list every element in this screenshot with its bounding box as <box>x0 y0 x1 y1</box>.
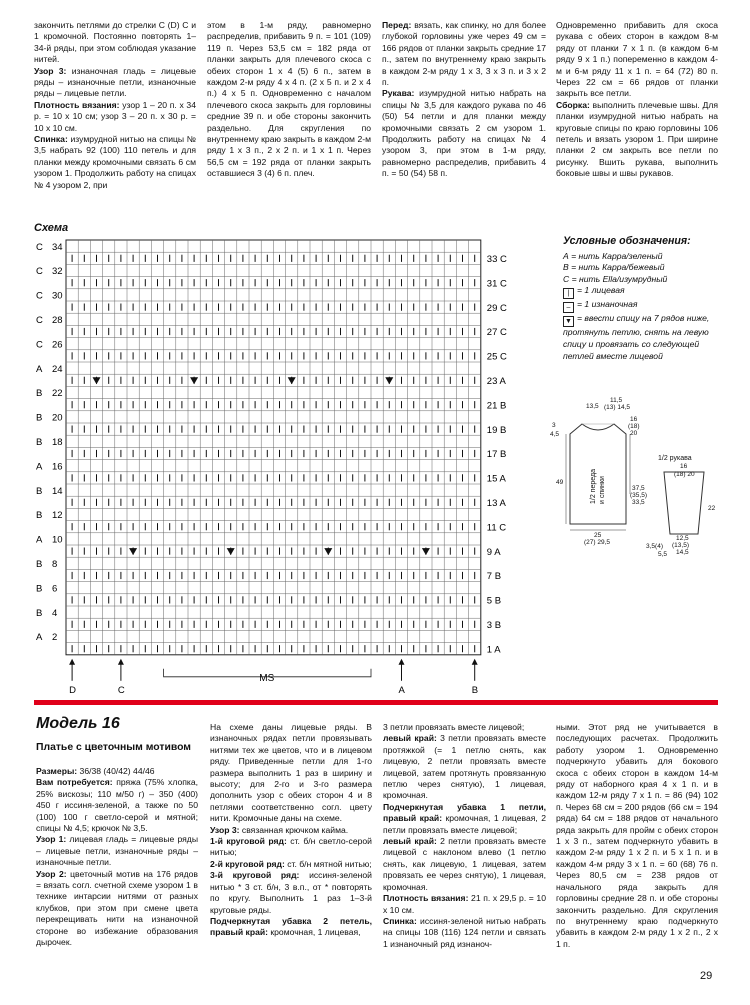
page-number: 29 <box>700 970 713 982</box>
paragraph-text: ст. б/н мятной нитью; <box>284 858 372 869</box>
top-column-1 <box>34 20 196 191</box>
dim-neck-side-a: 3 <box>552 422 556 429</box>
legend <box>563 236 728 362</box>
paragraph <box>556 100 718 180</box>
row-color-label: A <box>36 534 43 546</box>
paragraph-heading: Подчеркнутая убавка 2 петель, правый край: <box>210 915 372 938</box>
row-number-label: 8 <box>52 558 58 570</box>
dim-sleeve-top-2: (18) 20 <box>674 471 695 478</box>
body-label-2: и спинки <box>599 476 606 504</box>
paragraph-text: 3 петли провязать вместе протяжкой (= 1 петлю снять, как лицевую, 2 петли провязать вместе лицевой, затем протянуть провязанную петлю через снятую), 1 лицевая, кромочная. <box>383 733 546 801</box>
dim-sleeve-height: 22 <box>708 505 716 512</box>
paragraph-text: изумрудной нитью набрать на спицы № 3,5 для каждого рукава по 46 (50) 54 петли и для планки между кромочными связать 2 см узором 1. Продолжить работу на спицах № 4 узором 3, при этом в 1-м ряду, равномерно распределив, прибавить 4 п. = 50 (54) 58 п. <box>382 88 546 179</box>
row-number-label: 33 C <box>486 253 507 265</box>
paragraph-text: связанная крючком кайма. <box>239 824 349 835</box>
paragraph <box>210 859 372 870</box>
model-title: Модель 16 <box>36 715 120 732</box>
dim-height: 49 <box>556 479 564 486</box>
bottom-column-3 <box>383 722 546 950</box>
dim-neck-depth: 16 <box>630 416 638 423</box>
paragraph <box>383 916 546 950</box>
paragraph-heading: Подчеркнутая убавка 1 петли, правый край: <box>383 801 546 824</box>
paragraph-text: иссиня-зеленой нитью набрать на спицы 108 (116) 124 петли и связать 1 изнаночный ряд изнаноч- <box>383 915 546 949</box>
row-number-label: 25 C <box>486 351 507 363</box>
paragraph-heading: Плотность вязания: <box>383 893 469 904</box>
row-color-label: B <box>36 510 43 522</box>
paragraph <box>34 134 196 191</box>
repeat-label: MS <box>259 672 275 684</box>
dim-sleeve-cuff-3: 14,5 <box>676 549 689 556</box>
dim-neck-top-1: 11,5 <box>610 397 623 404</box>
paragraph-text: 36/38 (40/42) 44/46 <box>77 766 155 776</box>
paragraph-text: 21 п. х 29,5 р. = 10 х 10 см. <box>383 893 546 915</box>
dim-sleeve-cuff-1: 12,5 <box>676 535 689 542</box>
paragraph: этом в 1-м ряду, равномерно распределив, прибавить 9 п. = 101 (109) 119 п. Через 53,5 см = 182 ряда от планки закрыть для плечевого скоса с обеих сторон 1 х 4 (5) 6 п., затем в каждом 2-м ряду 4 х 4 п. (2 х 5 п. и 2 х 4 п.) 4 х 5 п. Одновременно с началом плечевого скоса закрыть для горловины средние 39 п. и обе стороны закончить раздельно. Для скругления по внутреннему краю закрыть в каждом 2-м ряду 1 х 3 п., 2 х 2 п. и 1 х 1 п. Через 56,5 см = 192 ряда от планки закрыть оставшиеся 3 (4) 6 п. плеч. <box>207 20 371 179</box>
dim-neck-side-b: 4,5 <box>550 431 560 438</box>
paragraph-text: кромочная, 1 лицевая, 2 петли провязать вместе лицевой; <box>383 813 546 835</box>
dim-shoulder: 13,5 <box>586 403 599 410</box>
paragraph-heading: Узор 3: <box>210 824 240 835</box>
paragraph-heading: Узор 2: <box>36 868 67 879</box>
row-number-label: 17 B <box>486 449 507 461</box>
row-color-label: B <box>36 412 43 424</box>
row-number-label: 23 A <box>486 375 506 387</box>
paragraph-text: 2 петли провязать вместе лицевой с наклоном влево (1 петлю снять, как лицевую, 1 лицевая, затем провязать ее через снятую), 1 лицевая, кромочная. <box>383 836 546 892</box>
dim-sleeve-side-b: 5,5 <box>658 551 668 558</box>
garment-schematic <box>548 394 728 564</box>
dim-neck-top-2: (13) 14,5 <box>604 404 631 411</box>
row-color-label: C <box>36 339 43 351</box>
paragraph <box>210 916 372 939</box>
arrowhead-icon <box>399 659 405 665</box>
row-number-label: 26 <box>52 339 63 351</box>
top-column-3 <box>382 20 546 180</box>
paragraph <box>34 66 196 100</box>
paragraph-heading: Плотность вязания: <box>34 99 120 110</box>
knit-symbol-icon: | <box>563 288 574 299</box>
paragraph-text: лицевая гладь = лицевые ряды – лицевые петли, изнаночные ряды – изнаночные петли. <box>36 834 198 868</box>
row-number-label: 30 <box>52 290 63 302</box>
row-number-label: 14 <box>52 485 63 497</box>
bottom-column-1 <box>36 766 198 949</box>
row-number-label: 19 B <box>486 424 507 436</box>
row-color-label: A <box>36 461 43 473</box>
legend-drop-text: = ввести спицу на 7 рядов ниже, протянуть петлю, снять на левую спицу и провязать со следующей петлей вместе лицевой <box>563 313 710 361</box>
top-column-2 <box>207 20 371 180</box>
legend-item-a: А = нить Карра/зеленый <box>563 250 663 261</box>
purl-symbol-icon: – <box>563 302 574 313</box>
dim-height-3: (35,5) <box>630 492 647 499</box>
schema-title: Схема <box>34 222 69 234</box>
legend-item-knit <box>563 285 728 299</box>
paragraph-text: вязать, как спинку, но для более глубокой горловины уже через 49 см = 166 рядов от планки закрыть средние 17 п., затем по внутреннему краю закрыть в каждом 2-м ряду 1 х 3, 3 х 3 п. и 3 х 2 п. <box>382 20 546 88</box>
paragraph-text: изнаночная гладь = лицевые ряды – изнаночные петли, изнаночные ряды – лицевые петли. <box>34 65 196 99</box>
paragraph-heading: левый край: <box>383 836 437 847</box>
row-color-label: C <box>36 241 43 253</box>
paragraph <box>383 893 546 916</box>
row-number-label: 15 A <box>486 473 506 485</box>
drop-stitch-icon: ▼ <box>563 316 574 327</box>
arrow-label: A <box>398 684 405 696</box>
arrow-label: D <box>69 684 76 696</box>
row-number-label: 2 <box>52 632 58 644</box>
dim-sleeve-cuff-2: (13,5) <box>672 542 689 549</box>
paragraph <box>210 825 372 836</box>
legend-title: Условные обозначения: <box>563 235 691 247</box>
paragraph: 3 петли провязать вместе лицевой; <box>383 722 525 732</box>
row-number-label: 24 <box>52 363 63 375</box>
row-number-label: 28 <box>52 314 63 326</box>
paragraph-heading: Сборка: <box>556 99 590 110</box>
legend-item-c: С = нить Ella/изумрудный <box>563 273 668 284</box>
row-color-label: A <box>36 363 43 375</box>
arrow-label: B <box>471 684 479 696</box>
paragraph <box>34 100 196 134</box>
row-color-label: B <box>36 607 43 619</box>
row-number-label: 4 <box>52 607 58 619</box>
paragraph: закончить петлями до стрелки C (D) С и 1 кромочной. Постоянно повторять 1–34-й ряды, при этом соблюдая указание нитей. <box>34 20 196 65</box>
paragraph-text: кромочная, 1 лицевая, <box>268 927 361 938</box>
paragraph <box>382 20 546 88</box>
legend-knit-text: = 1 лицевая <box>577 285 625 296</box>
dim-height-4: 33,5 <box>632 499 645 506</box>
section-divider <box>34 700 718 705</box>
row-color-label: B <box>36 388 43 400</box>
legend-item-drop <box>563 313 728 362</box>
dim-width: 25 <box>594 532 602 539</box>
model-subtitle: Платье с цветочным мотивом <box>36 742 191 753</box>
row-color-label: C <box>36 266 43 278</box>
paragraph-text: цветочный мотив на 176 рядов = вязать согл. счетной схеме узором 1 в технике интарсии нитями от разных клубков, при этом при смене цвета перекрещивать нити на изнаночной стороне во избежание образования дырочек. <box>36 868 198 948</box>
paragraph-heading: 1-й круговой ряд: <box>210 836 287 847</box>
row-number-label: 13 A <box>486 497 506 509</box>
legend-item-b: В = нить Карра/бежевый <box>563 262 665 273</box>
row-number-label: 16 <box>52 461 63 473</box>
paragraph-heading: Узор 3: <box>34 65 67 76</box>
row-color-label: B <box>36 485 43 497</box>
legend-item-purl <box>563 299 728 313</box>
row-number-label: 11 C <box>486 522 507 534</box>
paragraph-heading: Размеры: <box>36 766 78 776</box>
row-number-label: 31 C <box>486 278 507 290</box>
paragraph <box>36 766 198 777</box>
paragraph-text: пряжа (75% хлопка, 25% вискозы; 110 м/50 г) – 350 (400) 450 г иссиня-зеленой, а также по 50 (100) 100 г светло-серой и мятной; спицы № 4,5; крючок № 3,5. <box>36 777 198 834</box>
paragraph <box>36 834 198 868</box>
row-number-label: 9 A <box>486 546 501 558</box>
row-number-label: 1 A <box>486 644 501 656</box>
paragraph: Одновременно прибавить для скоса рукава с обеих сторон в каждом 8-м ряду от планки 7 х 1 п. (в каждом 6-м ряду 9 х 1 п.) попеременно в каждом 4-м и 6-м ряду 11 х 1 п. = 64 (72) 80 п. Через 22 см = 66 рядов от планки закрыть все петли. <box>556 20 718 99</box>
knitting-chart <box>34 236 564 696</box>
paragraph-heading: Рукава: <box>382 88 415 99</box>
paragraph-heading: Перед: <box>382 20 412 30</box>
paragraph <box>383 802 546 836</box>
paragraph-text: иссиня-зеленой нитью * 3 ст. б/н, 3 в.п., от * повторять по кругу. Выполнить 1 раз 1–3-й круговые ряды. <box>210 870 372 915</box>
paragraph <box>36 869 198 949</box>
paragraph <box>383 733 546 801</box>
paragraph: ными. Этот ряд не учитывается в последующих расчетах. Продолжить работу узором 1. Одновременно подчеркнуто убавить для бокового скоса с обеих сторон в каждом 14-м ряду от наборного края 4 х 1 п. и в каждом 12-м ряду 7 х 1 п. = 86 (94) 102 п. Через 68 см = 200 рядов (66 см = 194 ряда) 64 см = 188 рядов от начального ряда закрыть для пройм с обеих сторон 1 х 3 п., затем подчеркнуто убавить в каждом 2-м ряду 1 х 2 п. и 5 х 1 п. и в каждом 4-м ряду 3 х 1 п. = 60 (68) 76 п. Через 80,5 см = 238 рядов от начального ряда закрыть для горловины средние 28 п. и обе стороны закончить раздельно. Для скругления по внутреннему краю подчеркнуто убавить в каждом 2-м ряду 1 х 2 п., 2 х 1 п. <box>556 722 718 949</box>
dim-sleeve-side-a: 3,5(4) <box>646 543 663 550</box>
paragraph <box>210 870 372 916</box>
row-number-label: 5 B <box>486 595 502 607</box>
row-color-label: C <box>36 314 43 326</box>
arrowhead-icon <box>69 659 75 665</box>
row-color-label: B <box>36 583 43 595</box>
row-number-label: 10 <box>52 534 63 546</box>
paragraph-heading: левый край: <box>383 733 437 744</box>
row-number-label: 6 <box>52 583 58 595</box>
paragraph-heading: Узор 1: <box>36 834 67 845</box>
paragraph-text: изумрудной нитью на спицы № 3,5 набрать 92 (100) 110 петель и для планки между кромочными связать 6 см узором 1. Продолжить работу на спицах № 4 узором 2, при <box>34 134 196 190</box>
row-number-label: 21 B <box>486 400 507 412</box>
top-column-4 <box>556 20 718 180</box>
paragraph <box>36 777 198 834</box>
row-number-label: 3 B <box>486 619 502 631</box>
paragraph <box>382 88 546 179</box>
row-number-label: 22 <box>52 388 63 400</box>
paragraph-heading: 2-й круговой ряд: <box>210 858 285 869</box>
arrowhead-icon <box>118 659 124 665</box>
paragraph-heading: Спинка: <box>34 134 68 145</box>
row-number-label: 34 <box>52 241 63 253</box>
row-color-label: A <box>36 632 43 644</box>
row-number-label: 32 <box>52 266 63 278</box>
arrowhead-icon <box>472 659 478 665</box>
row-number-label: 27 C <box>486 327 507 339</box>
paragraph-text: ст. б/н светло-серой нитью; <box>210 836 372 858</box>
paragraph-text: выполнить плечевые швы. Для планки изумрудной нитью набрать на круговые спицы по краю горловины 106 петель и вязать узором 1. При ширине планки 2 см закрыть все петли по рисунку. Вшить рукава, выполнить боковые швы и швы рукавов. <box>556 99 718 179</box>
row-number-label: 18 <box>52 436 63 448</box>
dim-neck-depth-3: 20 <box>630 430 638 437</box>
bottom-column-2 <box>210 722 372 939</box>
dim-height-2: 37,5 <box>632 485 645 492</box>
body-label-1: 1/2 переда <box>590 469 597 504</box>
dim-neck-depth-2: (18) <box>628 423 640 430</box>
paragraph-heading: Вам потребуется: <box>36 777 113 788</box>
row-number-label: 20 <box>52 412 63 424</box>
bottom-column-4 <box>556 722 718 950</box>
paragraph <box>383 836 546 893</box>
sleeve-label: 1/2 рукава <box>658 455 692 462</box>
paragraph-heading: 3-й круговой ряд: <box>210 870 300 881</box>
paragraph-heading: Спинка: <box>383 915 417 926</box>
paragraph: На схеме даны лицевые ряды. В изнаночных рядах петли провязывать нитями тех же цветов, что и в лицевом ряду. Приведенные петли для 1-го размера выполнить 1 раз в ширину и высоту; для 2-го и 3-го размера дополнить узор с обеих сторон 4 и 8 петлями соответственно согл. цвету нити. Кромочные даны на схеме. <box>210 722 372 824</box>
row-number-label: 29 C <box>486 302 507 314</box>
row-color-label: B <box>36 436 43 448</box>
dim-width-2: (27) 29,5 <box>584 539 611 546</box>
arrow-label: C <box>117 684 125 696</box>
row-color-label: B <box>36 558 43 570</box>
paragraph <box>210 836 372 859</box>
legend-purl-text: = 1 изнаночная <box>577 299 638 310</box>
row-number-label: 7 B <box>486 571 502 583</box>
dim-sleeve-top: 16 <box>680 463 688 470</box>
row-number-label: 12 <box>52 510 63 522</box>
paragraph-text: узор 1 – 20 п. х 34 р. = 10 х 10 см; узор 3 – 20 п. х 30 р. = 10 х 10 см. <box>34 99 196 133</box>
row-color-label: C <box>36 290 43 302</box>
